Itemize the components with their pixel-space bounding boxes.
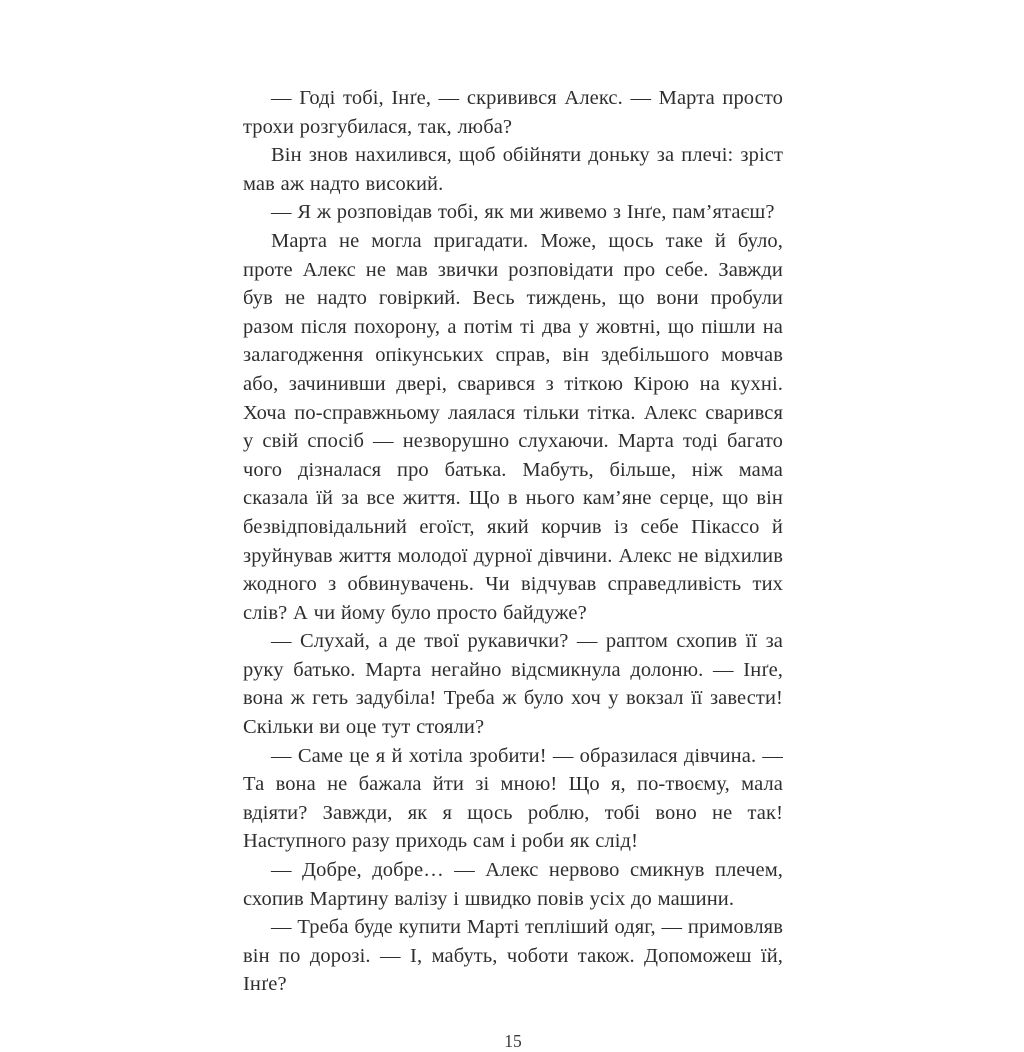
paragraph: — Годі тобі, Інґе, — скривився Алекс. — Марта просто трохи розгубилася, так, люба? xyxy=(243,87,783,138)
paragraph: Марта не могла пригадати. Може, щось таке й було, проте Алекс не мав звички розповідати про себе. Завжди був не надто говіркий. Весь тиждень, що вони пробули разом після похорону, а потім ті два у жовтні, що пішли на залагодження опікунських справ, він здебільшого мовчав або, зачинивши двері, сварився з тіткою Кірою на кухні. Хоча по-справжньому лаялася тільки тітка. Алекс сварився у свій спосіб — незворушно слухаючи. Марта тоді багато чого дізналася про батька. Мабуть, більше, ніж мама сказала їй за все життя. Що в нього кам’яне серце, що він безвідповідальний егоїст, який корчив із себе Пікассо й зруйнував життя молодої дурної дівчини. Алекс не відхилив жодного з обвинувачень. Чи відчував справедливість тих слів? А чи йому було просто байдуже? xyxy=(243,229,783,624)
paragraph: — Я ж розповідав тобі, як ми живемо з Інґе, пам’ятаєш? xyxy=(271,201,775,224)
paragraph: — Слухай, а де твої рукавички? — раптом схопив її за руку батько. Марта негайно відсмикнула долоню. — Інґе, вона ж геть задубіла! Треба ж було хоч у вокзал її завести! Скільки ви оце тут стояли? xyxy=(243,630,783,739)
paragraph: — Добре, добре… — Алекс нервово смикнув плечем, схопив Мартину валізу і швидко повів усіх до машини. xyxy=(243,859,783,910)
book-page xyxy=(243,84,783,1052)
paragraph: — Треба буде купити Марті тепліший одяг, — примовляв він по дорозі. — І, мабуть, чоботи також. Допоможеш їй, Інґе? xyxy=(243,916,783,996)
page-number: 15 xyxy=(504,1031,522,1051)
body-text xyxy=(243,84,783,999)
paragraph: — Саме це я й хотіла зробити! — образилася дівчина. — Та вона не бажала йти зі мною! Що я, по-твоєму, мала вдіяти? Завжди, як я щось роблю, тобі воно не так! Наступного разу приходь сам і роби як слід! xyxy=(243,744,783,853)
paragraph: Він знов нахилився, щоб обійняти доньку за плечі: зріст мав аж надто високий. xyxy=(243,144,783,195)
